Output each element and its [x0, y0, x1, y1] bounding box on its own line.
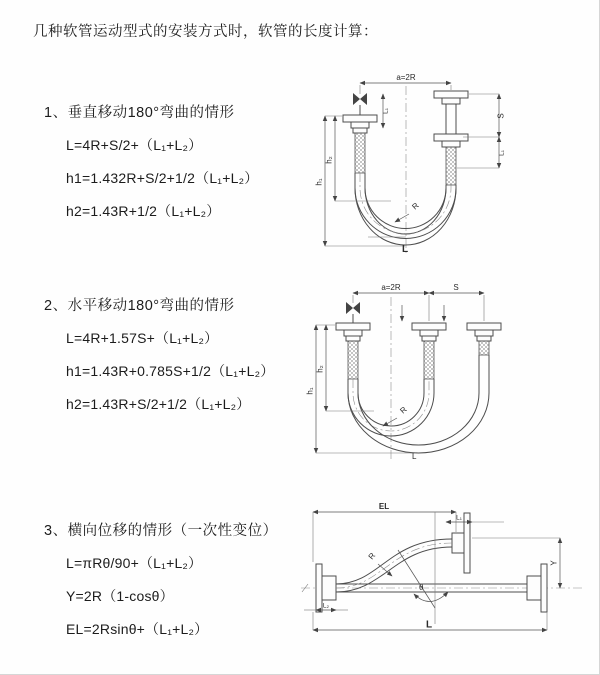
hose-lower-wall [336, 547, 452, 592]
formula-line: L=πRθ/90+（L₁+L₂） [66, 555, 203, 571]
dim-label-h1: h₁ [314, 178, 324, 186]
dim-label-a2r: a=2R [381, 283, 401, 292]
section-horizontal-bend [44, 294, 274, 414]
dim-label-y: Y [549, 560, 559, 566]
angle-arc [414, 592, 448, 602]
section-heading: 1、垂直移动180°弯曲的情形 [44, 105, 235, 121]
braided-hose-end [479, 341, 489, 355]
radius-label: R [410, 200, 421, 212]
horizontal-bend-diagram [304, 281, 588, 463]
braided-hose-end [348, 341, 358, 379]
dim-label-s: S [496, 113, 506, 119]
braided-hose-end [446, 147, 456, 185]
braided-hose-end [424, 341, 434, 379]
dim-label-h1: h₁ [305, 387, 315, 395]
dim-label-s: S [453, 283, 459, 292]
formula-line: h2=1.43R+1/2（L₁+L₂） [66, 203, 221, 219]
vertical-bend-diagram [313, 70, 580, 257]
page-title: 几种软管运动型式的安装方式时，软管的长度计算： [33, 24, 378, 40]
section-lateral-displacement [44, 519, 278, 639]
section-heading: 2、水平移动180°弯曲的情形 [44, 298, 235, 314]
left-flange [316, 564, 322, 612]
formula-line: h2=1.43R+S/2+1/2（L₁+L₂） [66, 396, 251, 412]
dim-label-l1: L₁ [456, 514, 462, 522]
angle-leg [398, 550, 435, 608]
dim-label-el: EL [378, 502, 390, 511]
hose-position-2 [348, 355, 489, 453]
lateral-displacement-diagram [296, 498, 594, 648]
radius-label: R [366, 551, 378, 562]
dim-label-l1: L₁ [498, 150, 506, 156]
formula-line: h1=1.43R+0.785S+1/2（L₁+L₂） [66, 363, 275, 379]
radius-label: R [398, 404, 409, 416]
dim-label-l2: L₂ [322, 602, 330, 610]
right-flange [541, 564, 547, 612]
length-label: L [412, 452, 417, 461]
formula-line: h1=1.432R+S/2+1/2（L₁+L₂） [66, 170, 259, 186]
hose-upper-wall [336, 539, 452, 584]
dim-label-h2: h₂ [324, 156, 334, 164]
dim-label-a2r: a=2R [396, 73, 416, 82]
theta-label: θ [419, 583, 424, 592]
braided-hose-end [355, 133, 365, 173]
valve-icon [353, 93, 367, 105]
formula-line: Y=2R（1-cosθ） [66, 588, 174, 604]
dim-label-h2: h₂ [315, 365, 325, 373]
section-heading: 3、横向位移的情形（一次性变位） [44, 523, 278, 539]
valve-icon [346, 302, 360, 314]
formula-line: L=4R+S/2+（L₁+L₂） [66, 137, 203, 153]
section-vertical-bend [44, 101, 258, 221]
length-label: L [402, 244, 409, 255]
dim-label-l1-left: L₁ [382, 108, 390, 114]
formula-line: EL=2Rsinθ+（L₁+L₂） [66, 621, 209, 637]
formula-line: L=4R+1.57S+（L₁+L₂） [66, 330, 219, 346]
length-label: L [426, 619, 433, 631]
